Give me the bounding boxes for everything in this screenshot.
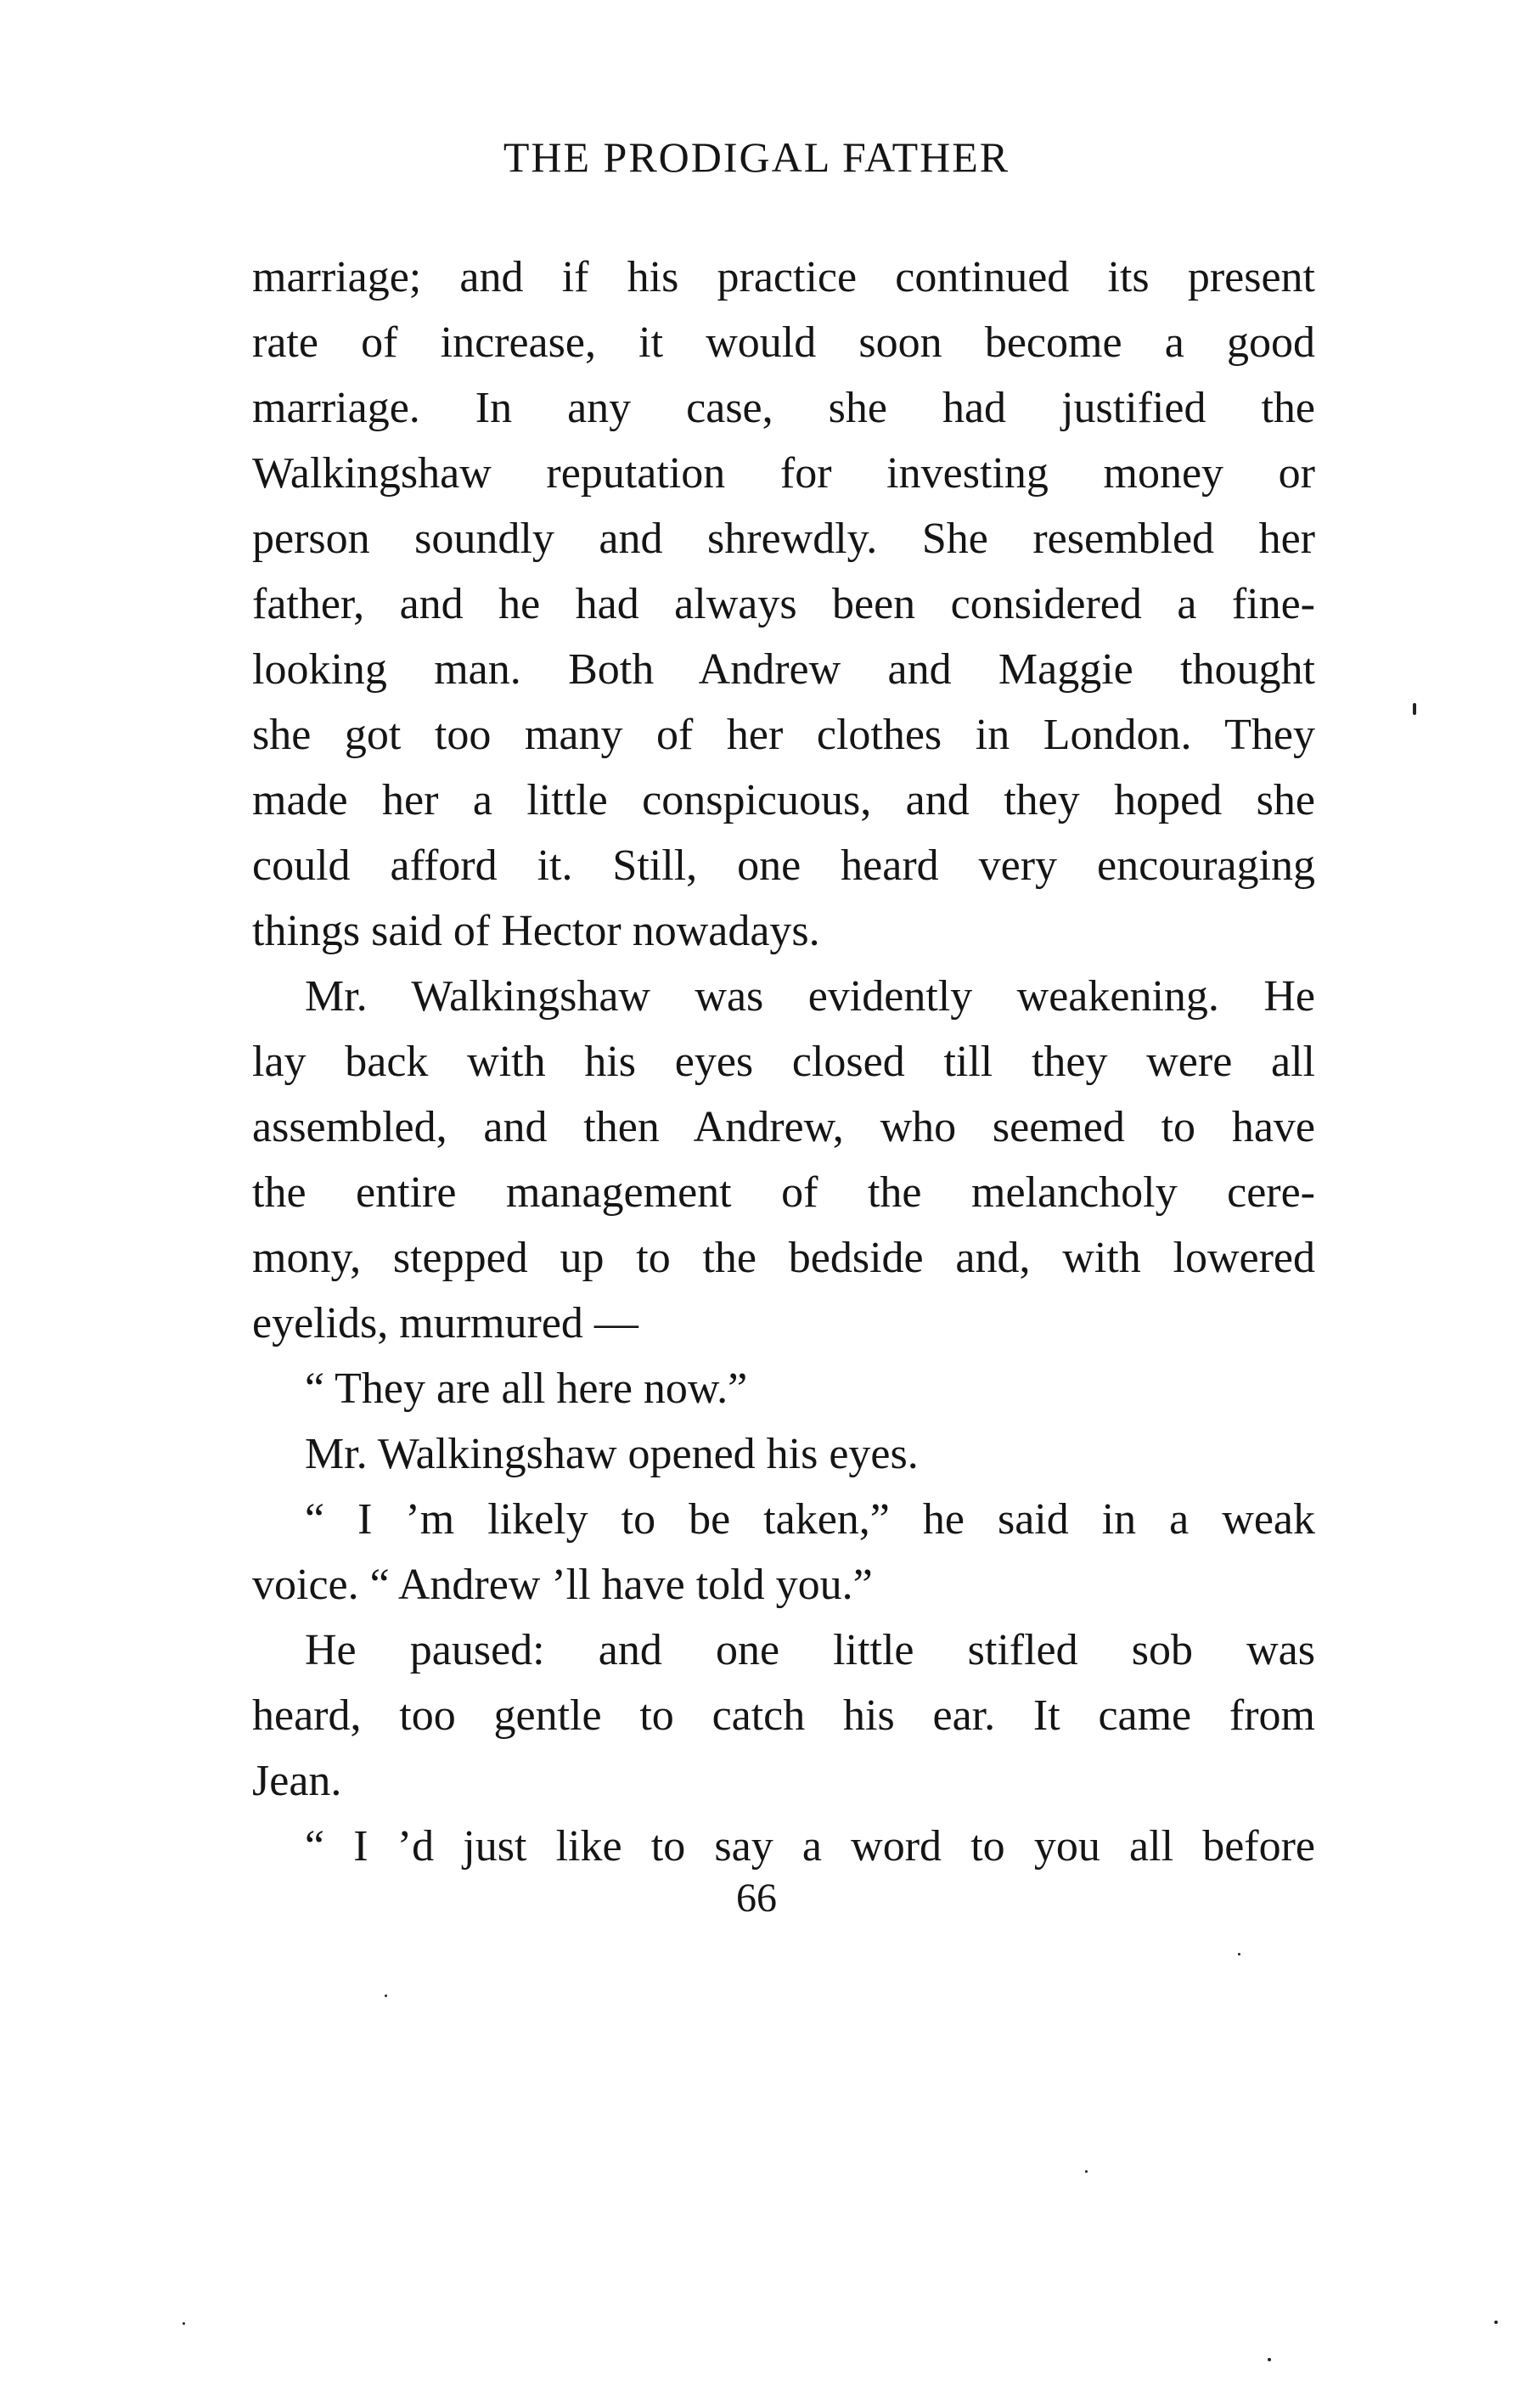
text-line: “ They are all here now.” bbox=[305, 1364, 748, 1413]
text-line: marriage; and if his practice continued its present bbox=[252, 253, 1315, 301]
text-line: assembled, and then Andrew, who seemed to have bbox=[252, 1103, 1315, 1151]
text-line: father, and he had always been considered a fine- bbox=[252, 580, 1315, 628]
text-line: looking man. Both Andrew and Maggie thought bbox=[252, 645, 1315, 694]
text-line: Mr. Walkingshaw was evidently weakening. He bbox=[305, 972, 1315, 1021]
text-line: made her a little conspicuous, and they hoped she bbox=[252, 776, 1315, 824]
text-line: marriage. In any case, she had justified the bbox=[252, 384, 1315, 432]
text-line: the entire management of the melancholy cere- bbox=[252, 1168, 1315, 1217]
text-line: rate of increase, it would soon become a good bbox=[252, 318, 1315, 367]
text-line: Walkingshaw reputation for investing money or bbox=[252, 449, 1315, 498]
text-line: “ I ’d just like to say a word to you all before bbox=[305, 1822, 1315, 1871]
text-line: could afford it. Still, one heard very encouraging bbox=[252, 841, 1315, 890]
text-line: Mr. Walkingshaw opened his eyes. bbox=[305, 1430, 919, 1478]
text-line: things said of Hector nowadays. bbox=[252, 907, 820, 955]
text-line: eyelids, murmured — bbox=[252, 1299, 638, 1347]
text-line: she got too many of her clothes in London. They bbox=[252, 711, 1315, 759]
text-line: voice. “ Andrew ’ll have told you.” bbox=[252, 1561, 873, 1609]
running-head: THE PRODIGAL FATHER bbox=[503, 133, 1010, 181]
body-text bbox=[252, 245, 1315, 1879]
page-number: 66 bbox=[736, 1876, 777, 1921]
text-line: person soundly and shrewdly. She resembled her bbox=[252, 515, 1315, 563]
text-line: mony, stepped up to the bedside and, with lowered bbox=[252, 1234, 1315, 1282]
text-line: “ I ’m likely to be taken,” he said in a weak bbox=[305, 1495, 1315, 1544]
text-line: He paused: and one little stifled sob was bbox=[305, 1626, 1315, 1674]
text-line: Jean. bbox=[252, 1757, 342, 1805]
text-line: lay back with his eyes closed till they were all bbox=[252, 1038, 1315, 1086]
text-line: heard, too gentle to catch his ear. It came from bbox=[252, 1691, 1315, 1740]
